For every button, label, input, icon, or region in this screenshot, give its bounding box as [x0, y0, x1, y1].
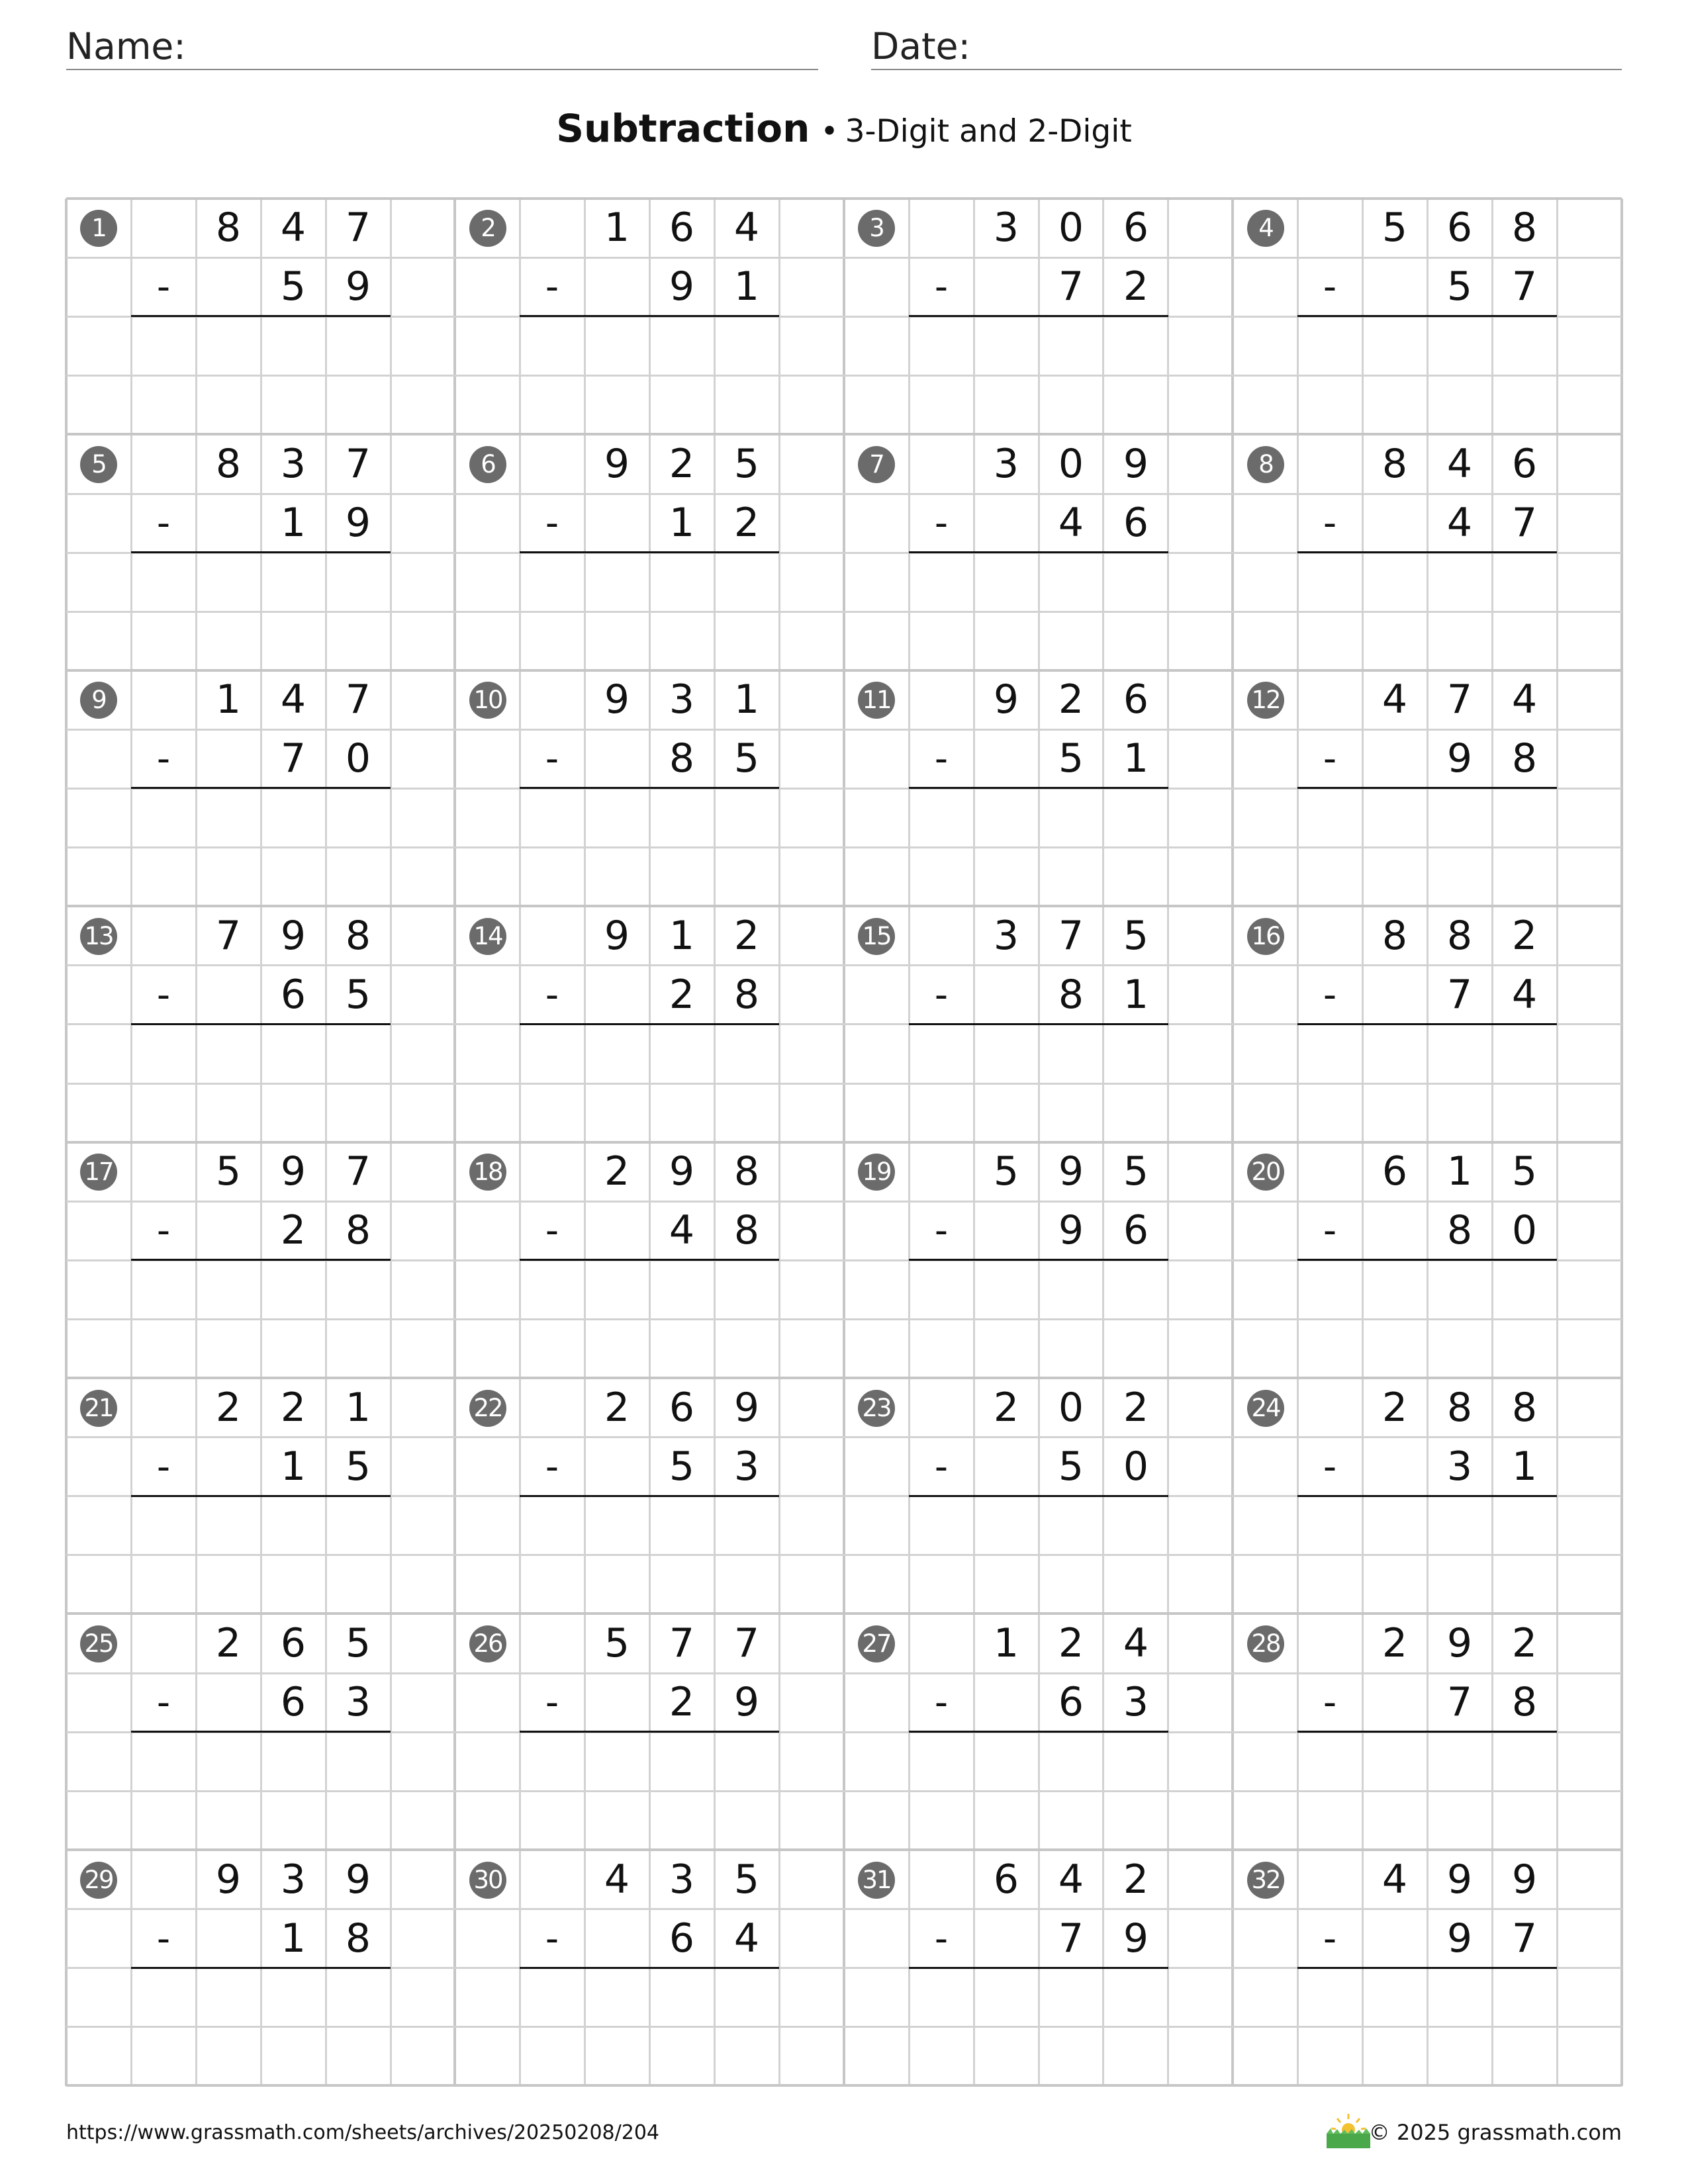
problem-number-badge: 16	[1247, 918, 1284, 955]
minuend-digit: 2	[1382, 1620, 1408, 1666]
minuend-digit: 5	[733, 1856, 760, 1903]
problem-number-badge: 31	[858, 1862, 895, 1899]
answer-area[interactable]	[1297, 1496, 1557, 1555]
minus-sign: -	[1323, 974, 1337, 1017]
minuend-digit: 2	[669, 441, 695, 487]
minuend-digit: 4	[280, 205, 306, 251]
worksheet-title	[0, 106, 1688, 151]
subtrahend-digit: 8	[733, 972, 760, 1018]
subtrahend-digit: 7	[1058, 263, 1084, 310]
minuend-digit: 7	[345, 1148, 371, 1195]
subtrahend-digit: 3	[345, 1679, 371, 1725]
answer-area[interactable]	[520, 553, 779, 612]
subtrahend-digit: 0	[1123, 1443, 1149, 1490]
minuend-digit: 6	[1123, 676, 1149, 723]
minuend-digit: 3	[280, 1856, 306, 1903]
minuend-digit: 9	[1511, 1856, 1538, 1903]
minuend-digit: 1	[733, 676, 760, 723]
minus-sign: -	[545, 974, 559, 1017]
subtrahend-digit: 1	[1123, 735, 1149, 782]
minuend-digit: 8	[215, 205, 242, 251]
minuend-digit: 9	[604, 441, 630, 487]
minuend-digit: 2	[1058, 1620, 1084, 1666]
minus-sign: -	[934, 1917, 949, 1960]
minuend-digit: 7	[669, 1620, 695, 1666]
title-main: Subtraction	[556, 106, 810, 151]
subtrahend-digit: 6	[1123, 1207, 1149, 1253]
minuend-digit: 1	[604, 205, 630, 251]
minus-sign: -	[1323, 265, 1337, 308]
answer-area[interactable]	[909, 788, 1168, 847]
subtrahend-digit: 1	[669, 500, 695, 546]
minuend-digit: 3	[993, 441, 1019, 487]
problem-number-badge: 28	[1247, 1625, 1284, 1662]
minuend-digit: 8	[345, 913, 371, 959]
subtrahend-digit: 3	[1123, 1679, 1149, 1725]
minus-sign: -	[934, 265, 949, 308]
minuend-digit: 9	[1123, 441, 1149, 487]
minuend-digit: 4	[1511, 676, 1538, 723]
problem-number-badge: 7	[858, 446, 895, 483]
minuend-digit: 6	[1382, 1148, 1408, 1195]
minuend-digit: 1	[1446, 1148, 1473, 1195]
problem-number-badge: 26	[469, 1625, 506, 1662]
minus-sign: -	[545, 1681, 559, 1724]
subtrahend-digit: 4	[1511, 972, 1538, 1018]
subtrahend-digit: 7	[1511, 1915, 1538, 1962]
problem-number-badge: 24	[1247, 1390, 1284, 1427]
minuend-digit: 4	[1382, 676, 1408, 723]
minuend-digit: 0	[1058, 205, 1084, 251]
minuend-digit: 2	[733, 913, 760, 959]
subtrahend-digit: 6	[1058, 1679, 1084, 1725]
minuend-digit: 9	[1446, 1620, 1473, 1666]
minus-sign: -	[934, 974, 949, 1017]
minuend-digit: 4	[280, 676, 306, 723]
answer-area[interactable]	[1297, 553, 1557, 612]
minuend-digit: 8	[1446, 913, 1473, 959]
minus-sign: -	[545, 502, 559, 545]
subtrahend-digit: 1	[1511, 1443, 1538, 1490]
minuend-digit: 9	[280, 913, 306, 959]
subtrahend-digit: 4	[669, 1207, 695, 1253]
minuend-digit: 1	[669, 913, 695, 959]
minuend-digit: 3	[993, 913, 1019, 959]
minus-sign: -	[1323, 502, 1337, 545]
subtrahend-digit: 2	[669, 972, 695, 1018]
minuend-digit: 2	[1123, 1856, 1149, 1903]
name-label: Name:	[66, 25, 186, 68]
minuend-digit: 0	[1058, 441, 1084, 487]
subtrahend-digit: 5	[345, 972, 371, 1018]
problem-number-badge: 14	[469, 918, 506, 955]
minuend-digit: 9	[215, 1856, 242, 1903]
minuend-digit: 9	[1446, 1856, 1473, 1903]
minus-sign: -	[156, 1445, 171, 1488]
minuend-digit: 7	[215, 913, 242, 959]
minus-sign: -	[1323, 1681, 1337, 1724]
date-field[interactable]	[871, 25, 1622, 70]
answer-area[interactable]	[1297, 1260, 1557, 1319]
subtrahend-digit: 8	[1511, 1679, 1538, 1725]
subtrahend-digit: 0	[345, 735, 371, 782]
answer-area[interactable]	[520, 1496, 779, 1555]
subtrahend-digit: 8	[1511, 735, 1538, 782]
minuend-digit: 2	[1382, 1385, 1408, 1431]
minuend-digit: 3	[669, 1856, 695, 1903]
minuend-digit: 8	[1511, 205, 1538, 251]
subtrahend-digit: 7	[1511, 263, 1538, 310]
problem-number-badge: 22	[469, 1390, 506, 1427]
minuend-digit: 4	[1382, 1856, 1408, 1903]
minuend-digit: 4	[1058, 1856, 1084, 1903]
minuend-digit: 1	[993, 1620, 1019, 1666]
minus-sign: -	[934, 1445, 949, 1488]
minuend-digit: 2	[215, 1620, 242, 1666]
subtrahend-digit: 5	[733, 735, 760, 782]
subtrahend-digit: 0	[1511, 1207, 1538, 1253]
minus-sign: -	[934, 737, 949, 780]
answer-area[interactable]	[1297, 316, 1557, 375]
subtrahend-digit: 7	[1058, 1915, 1084, 1962]
subtrahend-digit: 7	[280, 735, 306, 782]
minuend-digit: 2	[604, 1148, 630, 1195]
subtrahend-digit: 2	[1123, 263, 1149, 310]
subtrahend-digit: 6	[280, 972, 306, 1018]
problem-number-badge: 30	[469, 1862, 506, 1899]
subtrahend-digit: 3	[1446, 1443, 1473, 1490]
minuend-digit: 2	[1511, 1620, 1538, 1666]
subtrahend-digit: 4	[1058, 500, 1084, 546]
minuend-digit: 2	[1123, 1385, 1149, 1431]
subtrahend-digit: 9	[1446, 735, 1473, 782]
grassmath-logo-icon	[1324, 2110, 1373, 2150]
minus-sign: -	[156, 1681, 171, 1724]
subtrahend-digit: 2	[733, 500, 760, 546]
subtrahend-digit: 2	[669, 1679, 695, 1725]
problem-number-badge: 13	[80, 918, 117, 955]
problem-number-badge: 9	[80, 682, 117, 719]
answer-area[interactable]	[909, 553, 1168, 612]
minuend-digit: 2	[1058, 676, 1084, 723]
title-separator: •	[820, 113, 839, 149]
minuend-digit: 9	[345, 1856, 371, 1903]
problem-number-badge: 21	[80, 1390, 117, 1427]
minuend-digit: 5	[604, 1620, 630, 1666]
minuend-digit: 7	[1058, 913, 1084, 959]
minus-sign: -	[934, 1681, 949, 1724]
minus-sign: -	[934, 502, 949, 545]
minus-sign: -	[156, 974, 171, 1017]
grid-line-horizontal	[66, 2084, 1622, 2087]
minuend-digit: 9	[669, 1148, 695, 1195]
problem-number-badge: 25	[80, 1625, 117, 1662]
minuend-digit: 9	[733, 1385, 760, 1431]
minuend-digit: 8	[1382, 441, 1408, 487]
problem-number-badge: 11	[858, 682, 895, 719]
minus-sign: -	[545, 1209, 559, 1252]
answer-area[interactable]	[1297, 1968, 1557, 2027]
answer-area[interactable]	[131, 1024, 391, 1083]
subtrahend-digit: 5	[280, 263, 306, 310]
answer-area[interactable]	[1297, 1024, 1557, 1083]
minuend-digit: 2	[1511, 913, 1538, 959]
title-subtitle: 3-Digit and 2-Digit	[845, 113, 1132, 150]
minuend-digit: 3	[280, 441, 306, 487]
minuend-digit: 4	[604, 1856, 630, 1903]
problem-number-badge: 4	[1247, 210, 1284, 247]
subtrahend-digit: 1	[280, 500, 306, 546]
answer-area[interactable]	[131, 1732, 391, 1791]
subtrahend-digit: 2	[280, 1207, 306, 1253]
answer-area[interactable]	[131, 1496, 391, 1555]
subtrahend-digit: 8	[733, 1207, 760, 1253]
problem-number-badge: 2	[469, 210, 506, 247]
problem-number-badge: 6	[469, 446, 506, 483]
subtrahend-digit: 3	[733, 1443, 760, 1490]
problem-number-badge: 29	[80, 1862, 117, 1899]
subtrahend-digit: 1	[1123, 972, 1149, 1018]
minus-sign: -	[156, 1209, 171, 1252]
answer-area[interactable]	[520, 1968, 779, 2027]
minus-sign: -	[1323, 737, 1337, 780]
answer-area[interactable]	[909, 316, 1168, 375]
minuend-digit: 1	[345, 1385, 371, 1431]
minuend-digit: 8	[1382, 913, 1408, 959]
subtrahend-digit: 9	[1123, 1915, 1149, 1962]
subtrahend-digit: 5	[669, 1443, 695, 1490]
minuend-digit: 9	[1058, 1148, 1084, 1195]
minus-sign: -	[545, 1917, 559, 1960]
subtrahend-digit: 4	[733, 1915, 760, 1962]
minuend-digit: 7	[345, 676, 371, 723]
minuend-digit: 9	[604, 913, 630, 959]
minuend-digit: 6	[1446, 205, 1473, 251]
problem-number-badge: 27	[858, 1625, 895, 1662]
problem-number-badge: 23	[858, 1390, 895, 1427]
subtrahend-digit: 7	[1446, 1679, 1473, 1725]
problem-number-badge: 15	[858, 918, 895, 955]
minus-sign: -	[1323, 1917, 1337, 1960]
subtrahend-digit: 8	[1058, 972, 1084, 1018]
minuend-digit: 2	[993, 1385, 1019, 1431]
footer-url: https://www.grassmath.com/sheets/archives/20250208/204	[66, 2121, 660, 2144]
subtrahend-digit: 7	[1511, 500, 1538, 546]
subtrahend-digit: 9	[345, 263, 371, 310]
minuend-digit: 5	[1123, 1148, 1149, 1195]
problem-number-badge: 5	[80, 446, 117, 483]
minuend-digit: 4	[1123, 1620, 1149, 1666]
subtrahend-digit: 7	[1446, 972, 1473, 1018]
answer-area[interactable]	[131, 1968, 391, 2027]
minuend-digit: 5	[993, 1148, 1019, 1195]
answer-area[interactable]	[520, 788, 779, 847]
problem-number-badge: 12	[1247, 682, 1284, 719]
problem-number-badge: 8	[1247, 446, 1284, 483]
subtrahend-digit: 9	[345, 500, 371, 546]
minus-sign: -	[934, 1209, 949, 1252]
problem-number-badge: 18	[469, 1154, 506, 1191]
answer-area[interactable]	[909, 1260, 1168, 1319]
subtrahend-digit: 6	[1123, 500, 1149, 546]
answer-area[interactable]	[131, 316, 391, 375]
minuend-digit: 6	[669, 205, 695, 251]
subtrahend-digit: 6	[669, 1915, 695, 1962]
answer-area[interactable]	[909, 1732, 1168, 1791]
date-label: Date:	[871, 25, 970, 68]
minuend-digit: 7	[1446, 676, 1473, 723]
answer-area[interactable]	[520, 1732, 779, 1791]
minuend-digit: 9	[604, 676, 630, 723]
subtrahend-digit: 8	[345, 1207, 371, 1253]
minuend-digit: 0	[1058, 1385, 1084, 1431]
subtrahend-digit: 8	[669, 735, 695, 782]
problem-number-badge: 3	[858, 210, 895, 247]
answer-area[interactable]	[131, 788, 391, 847]
minus-sign: -	[156, 502, 171, 545]
minuend-digit: 2	[215, 1385, 242, 1431]
name-field[interactable]	[66, 25, 818, 70]
minuend-digit: 6	[1511, 441, 1538, 487]
minus-sign: -	[545, 265, 559, 308]
minuend-digit: 9	[993, 676, 1019, 723]
answer-area[interactable]	[131, 1260, 391, 1319]
subtrahend-digit: 1	[733, 263, 760, 310]
subtrahend-digit: 5	[1058, 1443, 1084, 1490]
problem-grid	[66, 199, 1622, 2086]
subtrahend-digit: 9	[1446, 1915, 1473, 1962]
minuend-digit: 5	[1511, 1148, 1538, 1195]
minuend-digit: 5	[1382, 205, 1408, 251]
minuend-digit: 5	[345, 1620, 371, 1666]
answer-area[interactable]	[1297, 788, 1557, 847]
minuend-digit: 8	[215, 441, 242, 487]
minuend-digit: 8	[1511, 1385, 1538, 1431]
subtrahend-digit: 5	[345, 1443, 371, 1490]
minuend-digit: 5	[733, 441, 760, 487]
minus-sign: -	[545, 737, 559, 780]
minuend-digit: 3	[993, 205, 1019, 251]
minuend-digit: 7	[345, 205, 371, 251]
subtrahend-digit: 9	[669, 263, 695, 310]
answer-area[interactable]	[909, 1968, 1168, 2027]
answer-area[interactable]	[520, 1024, 779, 1083]
subtrahend-digit: 1	[280, 1915, 306, 1962]
minus-sign: -	[1323, 1209, 1337, 1252]
answer-area[interactable]	[520, 316, 779, 375]
answer-area[interactable]	[520, 1260, 779, 1319]
minuend-digit: 4	[1446, 441, 1473, 487]
minuend-digit: 3	[669, 676, 695, 723]
minuend-digit: 7	[733, 1620, 760, 1666]
subtrahend-digit: 5	[1058, 735, 1084, 782]
minuend-digit: 6	[993, 1856, 1019, 1903]
answer-area[interactable]	[909, 1496, 1168, 1555]
minuend-digit: 9	[280, 1148, 306, 1195]
subtrahend-digit: 8	[1446, 1207, 1473, 1253]
minuend-digit: 8	[1446, 1385, 1473, 1431]
minuend-digit: 6	[669, 1385, 695, 1431]
problem-number-badge: 10	[469, 682, 506, 719]
problem-number-badge: 32	[1247, 1862, 1284, 1899]
answer-area[interactable]	[1297, 1732, 1557, 1791]
answer-area[interactable]	[131, 553, 391, 612]
subtrahend-digit: 4	[1446, 500, 1473, 546]
minus-sign: -	[156, 737, 171, 780]
problem-number-badge: 1	[80, 210, 117, 247]
minuend-digit: 4	[733, 205, 760, 251]
minus-sign: -	[156, 1917, 171, 1960]
minuend-digit: 5	[1123, 913, 1149, 959]
minuend-digit: 6	[1123, 205, 1149, 251]
subtrahend-digit: 6	[280, 1679, 306, 1725]
answer-area[interactable]	[909, 1024, 1168, 1083]
subtrahend-digit: 1	[280, 1443, 306, 1490]
minuend-digit: 6	[280, 1620, 306, 1666]
minuend-digit: 7	[345, 441, 371, 487]
minuend-digit: 2	[604, 1385, 630, 1431]
minuend-digit: 8	[733, 1148, 760, 1195]
minuend-digit: 2	[280, 1385, 306, 1431]
problem-number-badge: 17	[80, 1154, 117, 1191]
minus-sign: -	[545, 1445, 559, 1488]
minus-sign: -	[156, 265, 171, 308]
subtrahend-digit: 5	[1446, 263, 1473, 310]
subtrahend-digit: 9	[733, 1679, 760, 1725]
footer-copyright: © 2025 grassmath.com	[1368, 2120, 1622, 2145]
minuend-digit: 5	[215, 1148, 242, 1195]
subtrahend-digit: 9	[1058, 1207, 1084, 1253]
minuend-digit: 1	[215, 676, 242, 723]
problem-number-badge: 19	[858, 1154, 895, 1191]
subtrahend-digit: 8	[345, 1915, 371, 1962]
minus-sign: -	[1323, 1445, 1337, 1488]
problem-number-badge: 20	[1247, 1154, 1284, 1191]
